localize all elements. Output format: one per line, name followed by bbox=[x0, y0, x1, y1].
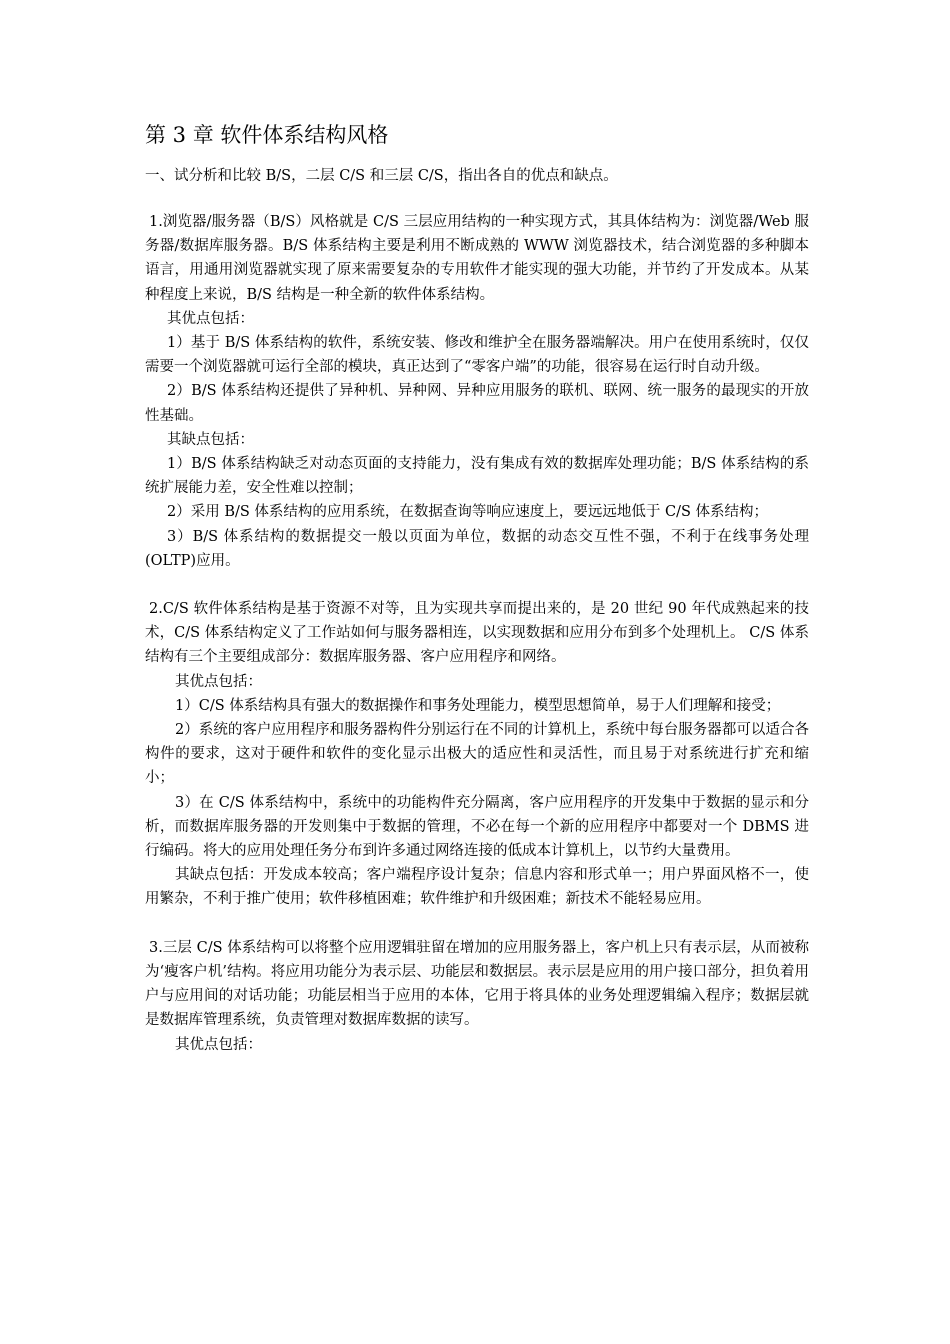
section1-cons-heading: 其缺点包括： bbox=[167, 431, 254, 448]
section-spacer bbox=[145, 912, 809, 936]
section2-pro-item: 1）C/S 体系结构具有强大的数据操作和事务处理能力，模型思想简单，易于人们理解和接受； bbox=[175, 697, 781, 714]
section2-pro-item: 3）在 C/S 体系结构中，系统中的功能构件充分隔离，客户应用程序的开发集中于数据的显示和分析，而数据库服务器的开发则集中于数据的管理，不必在每一个新的应用程序中都要对一个 DBMS 进行编码。将大的应用处理任务分布到许多通过网络连接的低成本计算机上，以节约大量费用。 bbox=[145, 794, 809, 860]
section-spacer bbox=[145, 573, 809, 597]
section1-pros-heading: 其优点包括： bbox=[167, 310, 254, 327]
section1-con-item: 3）B/S 体系结构的数据提交一般以页面为单位，数据的动态交互性不强，不利于在线事务处理(OLTP)应用。 bbox=[145, 528, 809, 569]
section2-pro-item: 2）系统的客户应用程序和服务器构件分别运行在不同的计算机上，系统中每台服务器都可以适合各构件的要求，这对于硬件和软件的变化显示出极大的适应性和灵活性，而且易于对系统进行扩充和缩小； bbox=[145, 722, 809, 787]
section1-pro-item: 2）B/S 体系结构还提供了异种机、异种网、异种应用服务的联机、联网、统一服务的最现实的开放性基础。 bbox=[145, 383, 809, 424]
section2-pros-heading: 其优点包括： bbox=[175, 673, 262, 690]
section1-pro-item: 1）基于 B/S 体系结构的软件，系统安装、修改和维护全在服务器端解决。用户在使用系统时，仅仅需要一个浏览器就可运行全部的模块，真正达到了“零客户端”的功能，很容易在运行时自动升级。 bbox=[145, 335, 809, 376]
section1-con-item: 1）B/S 体系结构缺乏对动态页面的支持能力，没有集成有效的数据库处理功能；B/S 体系结构的系统扩展能力差，安全性难以控制； bbox=[145, 456, 809, 497]
document-page bbox=[145, 118, 809, 1057]
question-text: 一、试分析和比较 B/S，二层 C/S 和三层 C/S，指出各自的优点和缺点。 bbox=[145, 168, 618, 184]
chapter-title: 第 3 章 软件体系结构风格 bbox=[145, 123, 389, 147]
section3-pros-heading: 其优点包括： bbox=[175, 1036, 262, 1053]
section1-con-item: 2）采用 B/S 体系结构的应用系统，在数据查询等响应速度上，要远远地低于 C/S 体系结构； bbox=[167, 504, 769, 521]
section3-intro: 3.三层 C/S 体系结构可以将整个应用逻辑驻留在增加的应用服务器上，客户机上只有表示层，从而被称为‘瘦客户机’结构。将应用功能分为表示层、功能层和数据层。表示层是应用的用户接口部分，担负着用户与应用间的对话功能；功能层相当于应用的本体，它用于将具体的业务处理逻辑编入程序；数据层就是数据库管理系统，负责管理对数据库数据的读写。 bbox=[145, 939, 809, 1029]
section2-cons: 其缺点包括：开发成本较高；客户端程序设计复杂；信息内容和形式单一；用户界面风格不一，使用繁杂，不利于推广使用；软件移植困难；软件维护和升级困难；新技术不能轻易应用。 bbox=[145, 867, 809, 908]
section1-intro: 1.浏览器/服务器（B/S）风格就是 C/S 三层应用结构的一种实现方式，其具体结构为：浏览器/Web 服务器/数据库服务器。B/S 体系结构主要是利用不断成熟的 WWW 浏览器技术，结合浏览器的多种脚本语言，用通用浏览器就实现了原来需要复杂的专用软件才能实现的强大功能，并节约了开发成本。从某种程度上来说，B/S 结构是一种全新的软件体系结构。 bbox=[145, 214, 809, 303]
section2-intro: 2.C/S 软件体系结构是基于资源不对等，且为实现共享而提出来的，是 20 世纪 90 年代成熟起来的技术，C/S 体系结构定义了工作站如何与服务器相连，以实现数据和应用分布到多个处理机上。 C/S 体系结构有三个主要组成部分：数据库服务器、客户应用程序和网络。 bbox=[145, 601, 809, 666]
